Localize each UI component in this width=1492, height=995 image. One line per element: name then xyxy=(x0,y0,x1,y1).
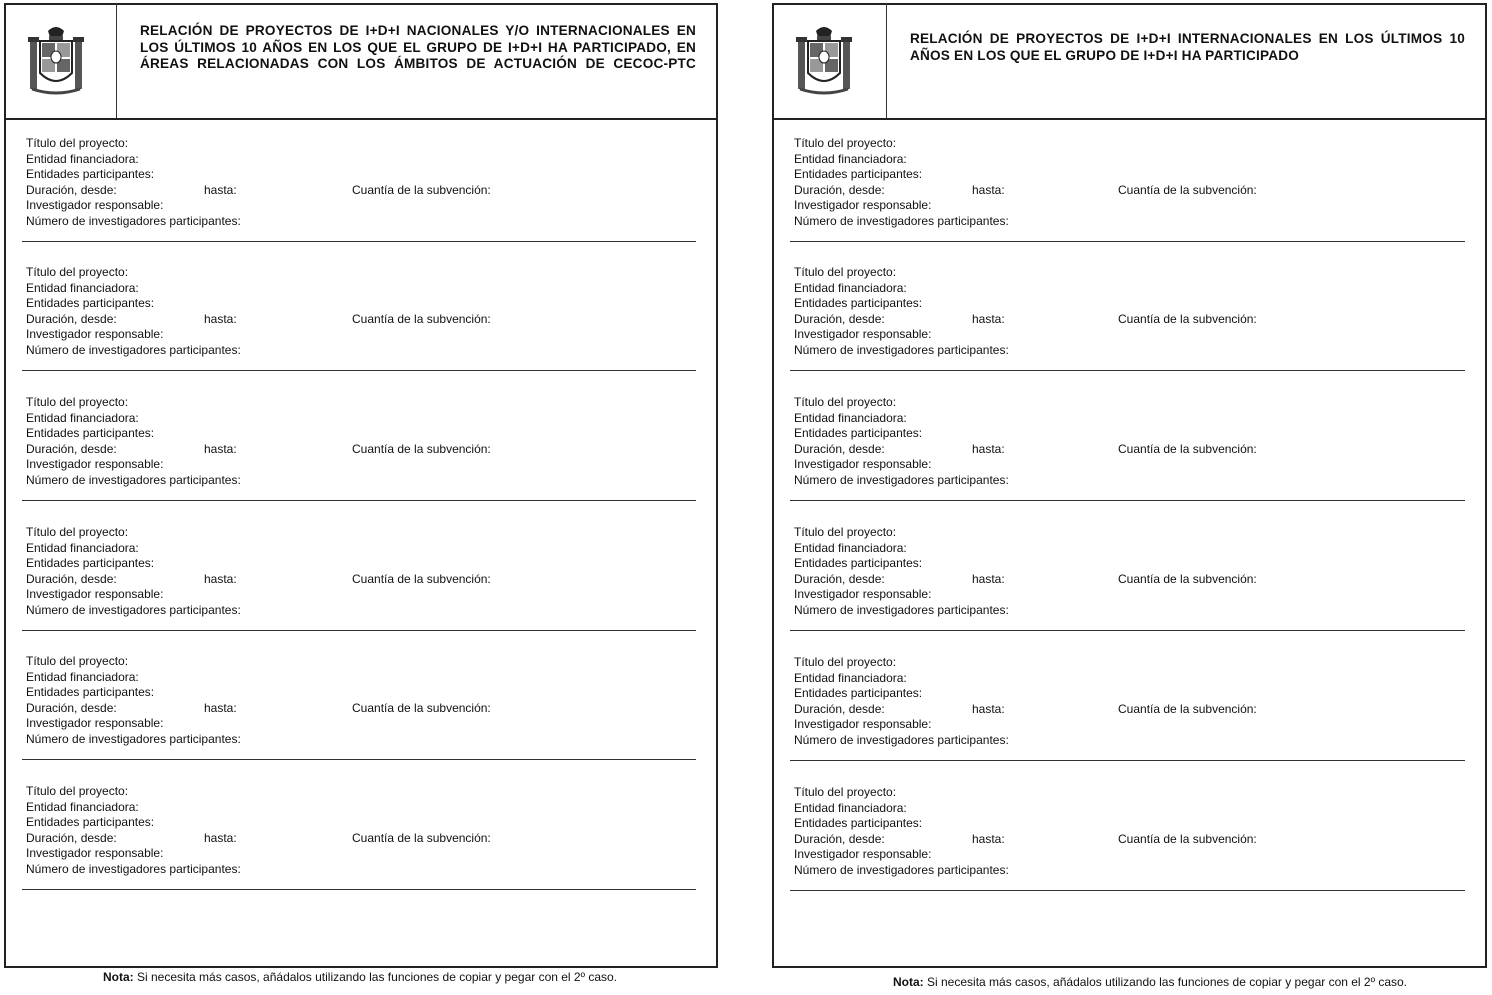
note-label: Nota: xyxy=(893,975,924,989)
field-entidad: Entidad financiadora: xyxy=(26,410,139,425)
entry-divider xyxy=(22,500,696,501)
field-duracion: Duración, desde: xyxy=(26,830,117,845)
field-numero: Número de investigadores participantes: xyxy=(794,862,1009,877)
field-titulo: Título del proyecto: xyxy=(26,136,129,150)
field-duracion: Duración, desde: xyxy=(26,182,117,197)
field-hasta: hasta: xyxy=(204,830,237,845)
project-entry xyxy=(26,525,696,655)
field-duracion: Duración, desde: xyxy=(794,571,885,586)
field-hasta: hasta: xyxy=(972,571,1005,586)
field-participantes: Entidades participantes: xyxy=(26,426,155,441)
left-form-header xyxy=(4,3,718,120)
field-duracion: Duración, desde: xyxy=(794,311,885,326)
field-entidad: Entidad financiadora: xyxy=(26,280,139,295)
field-duracion: Duración, desde: xyxy=(26,571,117,586)
field-hasta: hasta: xyxy=(204,571,237,586)
note-text: Si necesita más casos, añádalos utilizando las funciones de copiar y pegar con el 2º caso. xyxy=(133,970,617,984)
field-investigador: Investigador responsable: xyxy=(794,457,932,472)
field-entidad: Entidad financiadora: xyxy=(26,151,139,166)
project-entry xyxy=(26,136,696,266)
project-entry xyxy=(26,265,696,395)
field-numero: Número de investigadores participantes: xyxy=(26,342,241,357)
entry-divider xyxy=(790,890,1465,891)
field-participantes: Entidades participantes: xyxy=(26,815,155,830)
field-cuantia: Cuantía de la subvención: xyxy=(1118,571,1257,586)
field-titulo: Título del proyecto: xyxy=(26,654,129,668)
right-form xyxy=(772,3,1487,968)
field-investigador: Investigador responsable: xyxy=(26,457,164,472)
field-participantes: Entidades participantes: xyxy=(794,686,923,701)
field-hasta: hasta: xyxy=(204,311,237,326)
field-entidad: Entidad financiadora: xyxy=(26,669,139,684)
left-form xyxy=(4,3,718,968)
field-numero: Número de investigadores participantes: xyxy=(794,213,1009,228)
field-cuantia: Cuantía de la subvención: xyxy=(352,441,491,456)
field-numero: Número de investigadores participantes: xyxy=(26,602,241,617)
right-logo-cell xyxy=(772,3,887,118)
field-titulo: Título del proyecto: xyxy=(794,136,897,150)
field-cuantia: Cuantía de la subvención: xyxy=(352,182,491,197)
field-participantes: Entidades participantes: xyxy=(26,296,155,311)
field-entidad: Entidad financiadora: xyxy=(794,151,907,166)
field-cuantia: Cuantía de la subvención: xyxy=(352,830,491,845)
field-numero: Número de investigadores participantes: xyxy=(26,213,241,228)
right-footnote xyxy=(893,975,1407,989)
field-hasta: hasta: xyxy=(972,441,1005,456)
field-cuantia: Cuantía de la subvención: xyxy=(352,571,491,586)
project-entry xyxy=(794,395,1465,525)
field-hasta: hasta: xyxy=(972,701,1005,716)
field-entidad: Entidad financiadora: xyxy=(26,799,139,814)
project-entry xyxy=(794,136,1465,266)
project-entry xyxy=(26,395,696,525)
field-titulo: Título del proyecto: xyxy=(794,655,897,669)
entry-divider xyxy=(790,760,1465,761)
left-footnote xyxy=(103,970,617,984)
field-hasta: hasta: xyxy=(972,311,1005,326)
field-investigador: Investigador responsable: xyxy=(26,327,164,342)
field-investigador: Investigador responsable: xyxy=(26,846,164,861)
field-cuantia: Cuantía de la subvención: xyxy=(1118,441,1257,456)
project-entry xyxy=(794,265,1465,395)
project-entry xyxy=(26,784,696,914)
field-cuantia: Cuantía de la subvención: xyxy=(352,700,491,715)
left-form-title: RELACIÓN DE PROYECTOS DE I+D+I NACIONALES Y/O INTERNACIONALES EN LOS ÚLTIMOS 10 AÑOS EN LOS QUE EL GRUPO DE I+D+I HA PARTICIPADO, EN ÁREAS RELACIONADAS CON LOS ÁMBITOS DE ACTUACIÓN DE CECOC-PTC xyxy=(140,23,696,71)
field-hasta: hasta: xyxy=(972,182,1005,197)
project-entry xyxy=(794,655,1465,785)
field-titulo: Título del proyecto: xyxy=(794,785,897,799)
entry-divider xyxy=(790,500,1465,501)
entry-divider xyxy=(22,889,696,890)
field-entidad: Entidad financiadora: xyxy=(794,800,907,815)
coat-of-arms-icon xyxy=(794,23,854,97)
field-duracion: Duración, desde: xyxy=(26,700,117,715)
field-participantes: Entidades participantes: xyxy=(794,426,923,441)
field-investigador: Investigador responsable: xyxy=(794,847,932,862)
field-participantes: Entidades participantes: xyxy=(26,167,155,182)
field-cuantia: Cuantía de la subvención: xyxy=(1118,831,1257,846)
entry-divider xyxy=(22,630,696,631)
right-form-title: RELACIÓN DE PROYECTOS DE I+D+I INTERNACIONALES EN LOS ÚLTIMOS 10 AÑOS EN LOS QUE EL GRUPO DE I+D+I HA PARTICIPADO xyxy=(910,31,1465,63)
field-participantes: Entidades participantes: xyxy=(26,556,155,571)
entry-divider xyxy=(22,759,696,760)
field-titulo: Título del proyecto: xyxy=(26,784,129,798)
field-titulo: Título del proyecto: xyxy=(26,395,129,409)
coat-of-arms-icon xyxy=(26,23,86,97)
field-duracion: Duración, desde: xyxy=(794,831,885,846)
field-numero: Número de investigadores participantes: xyxy=(794,602,1009,617)
field-participantes: Entidades participantes: xyxy=(26,685,155,700)
field-cuantia: Cuantía de la subvención: xyxy=(1118,701,1257,716)
field-hasta: hasta: xyxy=(204,441,237,456)
field-entidad: Entidad financiadora: xyxy=(794,540,907,555)
field-participantes: Entidades participantes: xyxy=(794,556,923,571)
field-cuantia: Cuantía de la subvención: xyxy=(1118,182,1257,197)
field-entidad: Entidad financiadora: xyxy=(794,670,907,685)
project-entry xyxy=(794,785,1465,915)
field-investigador: Investigador responsable: xyxy=(26,587,164,602)
note-text: Si necesita más casos, añádalos utilizando las funciones de copiar y pegar con el 2º caso. xyxy=(923,975,1407,989)
project-entry xyxy=(794,525,1465,655)
field-investigador: Investigador responsable: xyxy=(794,587,932,602)
field-investigador: Investigador responsable: xyxy=(794,717,932,732)
project-entry xyxy=(26,654,696,784)
field-duracion: Duración, desde: xyxy=(794,701,885,716)
field-titulo: Título del proyecto: xyxy=(794,265,897,279)
field-participantes: Entidades participantes: xyxy=(794,167,923,182)
field-duracion: Duración, desde: xyxy=(794,441,885,456)
field-numero: Número de investigadores participantes: xyxy=(794,472,1009,487)
field-hasta: hasta: xyxy=(972,831,1005,846)
field-cuantia: Cuantía de la subvención: xyxy=(1118,311,1257,326)
field-titulo: Título del proyecto: xyxy=(794,395,897,409)
field-numero: Número de investigadores participantes: xyxy=(26,861,241,876)
field-cuantia: Cuantía de la subvención: xyxy=(352,311,491,326)
left-logo-cell xyxy=(4,3,117,118)
field-numero: Número de investigadores participantes: xyxy=(26,472,241,487)
field-participantes: Entidades participantes: xyxy=(794,296,923,311)
field-entidad: Entidad financiadora: xyxy=(794,410,907,425)
entry-divider xyxy=(790,630,1465,631)
entry-divider xyxy=(22,241,696,242)
field-duracion: Duración, desde: xyxy=(26,441,117,456)
field-investigador: Investigador responsable: xyxy=(26,198,164,213)
field-duracion: Duración, desde: xyxy=(794,182,885,197)
field-hasta: hasta: xyxy=(204,182,237,197)
entry-divider xyxy=(22,370,696,371)
entry-divider xyxy=(790,241,1465,242)
field-numero: Número de investigadores participantes: xyxy=(794,342,1009,357)
field-titulo: Título del proyecto: xyxy=(26,525,129,539)
field-investigador: Investigador responsable: xyxy=(26,716,164,731)
field-numero: Número de investigadores participantes: xyxy=(794,732,1009,747)
field-investigador: Investigador responsable: xyxy=(794,198,932,213)
field-titulo: Título del proyecto: xyxy=(26,265,129,279)
field-titulo: Título del proyecto: xyxy=(794,525,897,539)
field-entidad: Entidad financiadora: xyxy=(26,540,139,555)
field-participantes: Entidades participantes: xyxy=(794,816,923,831)
field-numero: Número de investigadores participantes: xyxy=(26,731,241,746)
entry-divider xyxy=(790,370,1465,371)
field-entidad: Entidad financiadora: xyxy=(794,280,907,295)
field-investigador: Investigador responsable: xyxy=(794,327,932,342)
field-duracion: Duración, desde: xyxy=(26,311,117,326)
right-form-header xyxy=(772,3,1487,120)
field-hasta: hasta: xyxy=(204,700,237,715)
note-label: Nota: xyxy=(103,970,134,984)
